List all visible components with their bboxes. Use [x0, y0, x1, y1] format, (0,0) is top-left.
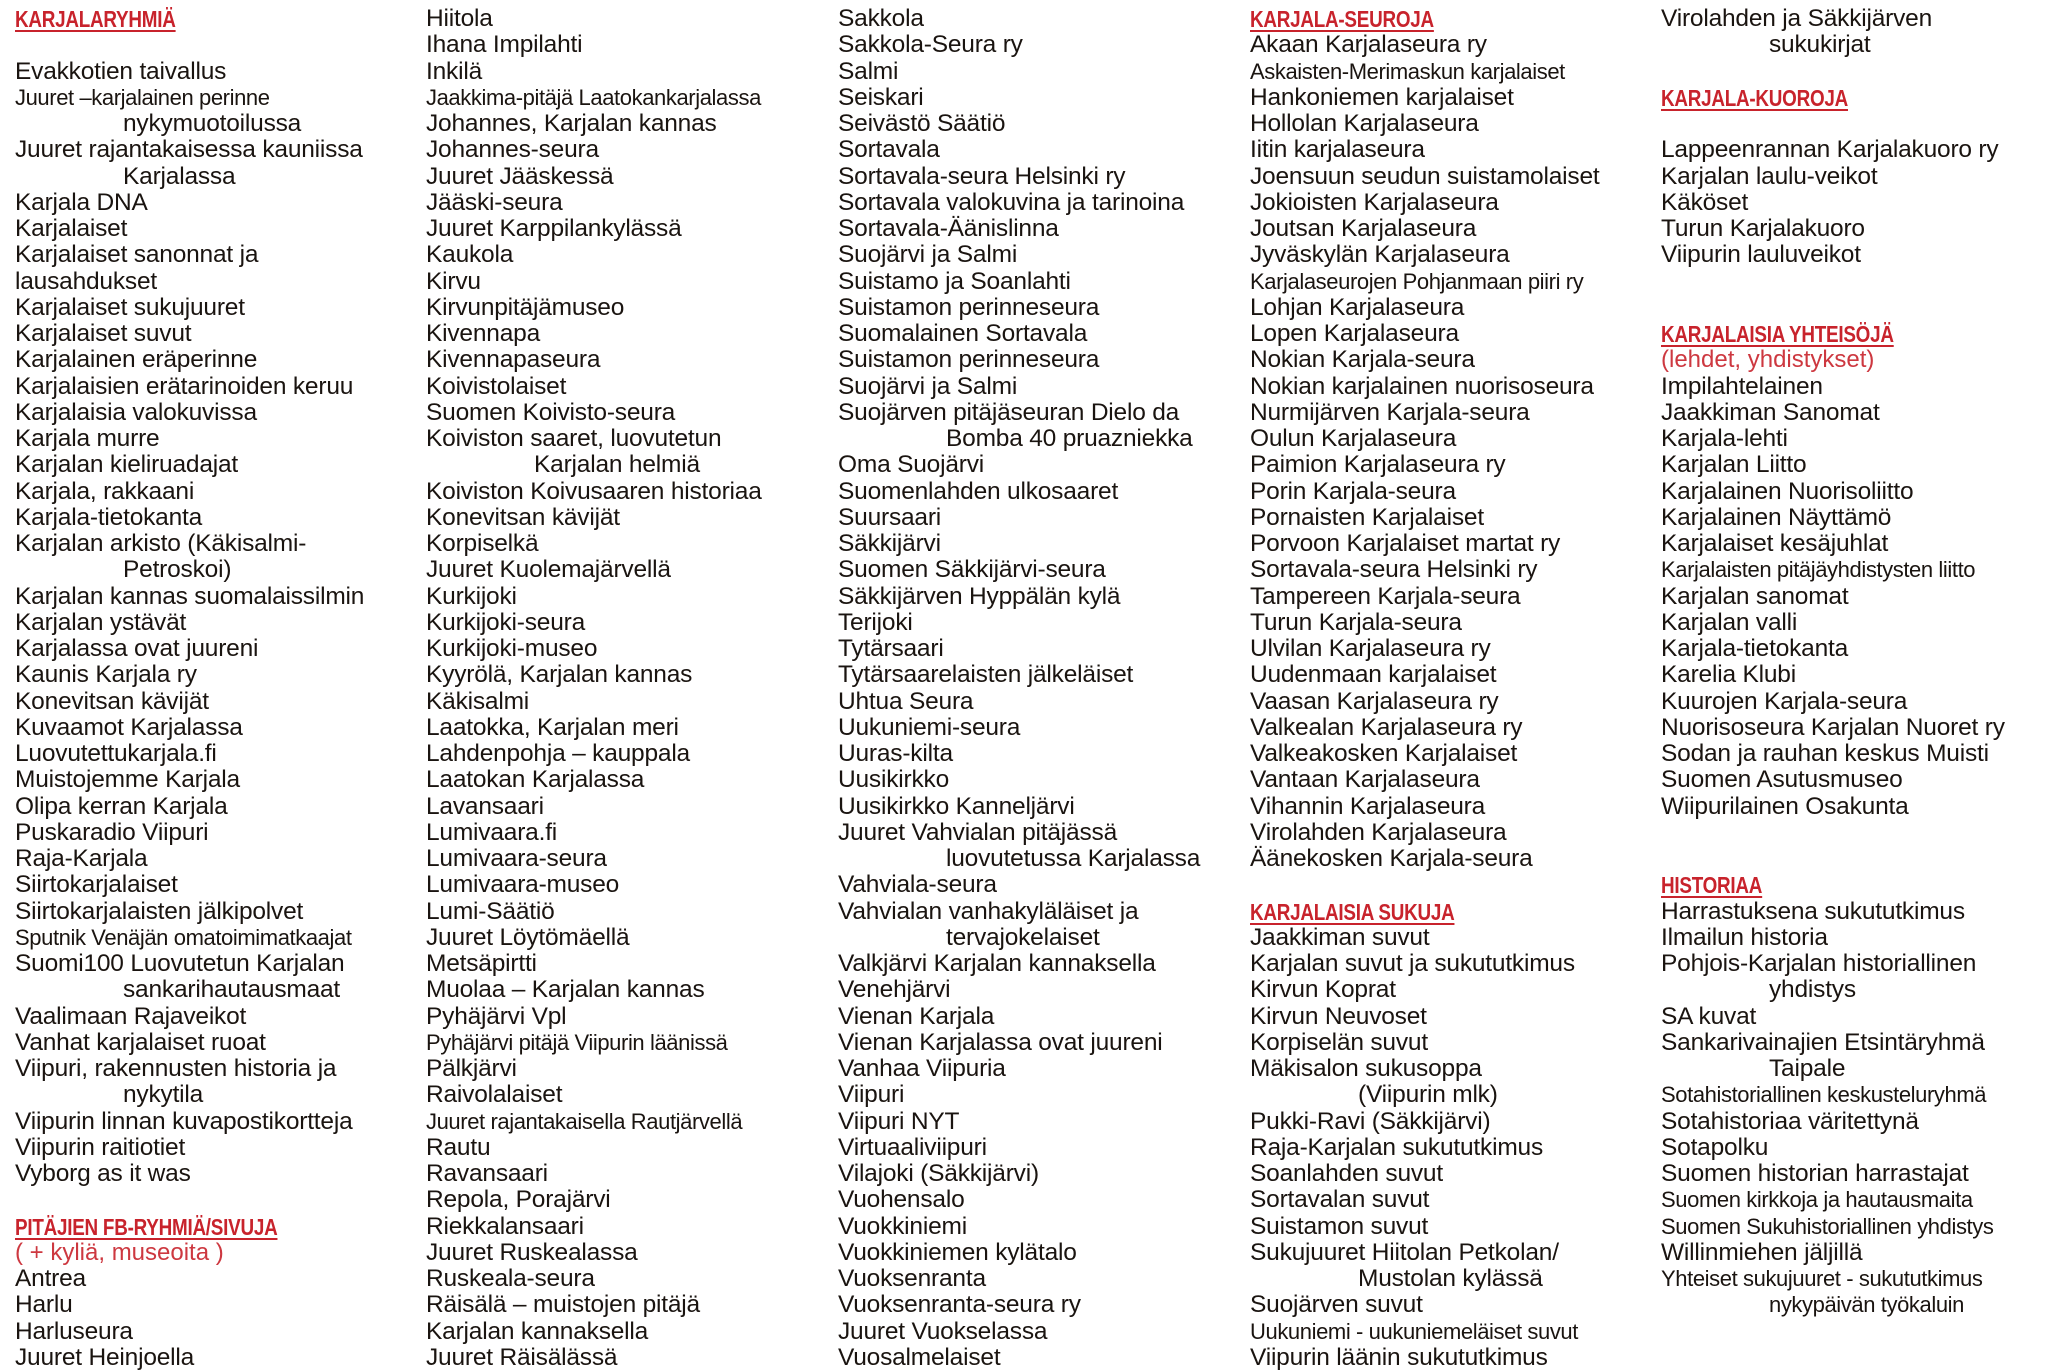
list-item: Muistojemme Karjala	[15, 766, 240, 794]
list-item: Korpiselän suvut	[1250, 1028, 1428, 1056]
list-item: Hiitola	[426, 5, 493, 32]
list-item: Karjalaiset sanonnat ja	[15, 241, 259, 269]
list-item: Oma Suojärvi	[838, 451, 985, 479]
list-item: Suomen kirkkoja ja hautausmaita	[1661, 1187, 1973, 1213]
list-item: Suomi100 Luovutetun Karjalan	[15, 950, 345, 977]
list-item: Olipa kerran Karjala	[15, 792, 228, 820]
list-item: Suojärven pitäjäseuran Dielo da	[838, 398, 1180, 426]
list-karjalaisia-sukuja-part-2	[1661, 6, 2048, 59]
list-item: Pyhäjärvi Vpl	[426, 1002, 567, 1030]
spacer	[1661, 820, 2048, 846]
list-item: Karjalaiset suvut	[15, 320, 192, 347]
list-item: Porvoon Karjalaiset martat ry	[1250, 530, 1561, 557]
list-item: Lappeenrannan Karjalakuoro ry	[1661, 136, 1999, 164]
list-item: Nurmijärven Karjala-seura	[1250, 398, 1530, 426]
list-item: Ravansaari	[426, 1160, 548, 1187]
list-item: Karjalainen Nuorisoliitto	[1661, 477, 1914, 505]
list-item: Suomen Säkkijärvi-seura	[838, 556, 1106, 584]
list-item: Räisälä – muistojen pitäjä	[426, 1291, 700, 1319]
list-karjalaryhmia	[15, 59, 415, 1188]
list-item-continuation: sankarihautausmaat	[123, 976, 341, 1004]
list-item: Karjalaiset sukujuuret	[15, 293, 245, 321]
list-item: Mäkisalon sukusoppa	[1250, 1055, 1482, 1082]
list-item: Karjalaseurojen Pohjanmaan piiri ry	[1250, 268, 1584, 294]
list-item: Lumivaara-seura	[426, 845, 607, 872]
list-item: Karjala murre	[15, 425, 160, 452]
list-item: Vuokkiniemen kylätalo	[838, 1238, 1077, 1266]
list-item-continuation: Petroskoi)	[123, 556, 232, 584]
list-item: Vuoksenranta	[838, 1265, 986, 1292]
section-heading-pitajien: PITÄJIEN FB-RYHMIÄ/SIVUJA	[15, 1213, 278, 1240]
list-item: Vuosalmelaiset	[838, 1343, 1001, 1371]
list-item: Akaan Karjalaseura ry	[1250, 31, 1487, 59]
list-item: Sotahistoriallinen keskusteluryhmä	[1661, 1082, 1987, 1108]
list-item: Lumivaara-museo	[426, 871, 620, 899]
list-item: Karjalassa ovat juureni	[15, 635, 259, 662]
spacer	[1661, 59, 2048, 85]
list-item: Riekkalansaari	[426, 1212, 584, 1240]
list-item: Vahviala-seura	[838, 871, 997, 899]
list-item: Kirvun Neuvoset	[1250, 1002, 1427, 1030]
list-item: Sortavalan suvut	[1250, 1186, 1430, 1214]
list-item: Kuurojen Karjala-seura	[1661, 687, 1908, 715]
list-item: Karjalaisten pitäjäyhdistysten liitto	[1661, 557, 1976, 583]
list-item: Vaasan Karjalaseura ry	[1250, 687, 1499, 715]
list-item-continuation: nykymuotoilussa	[123, 110, 302, 137]
list-item: Juuret Ruskealassa	[426, 1238, 638, 1266]
list-item: Karjalan Liitto	[1661, 451, 1807, 479]
list-item: Karjalan suvut ja sukututkimus	[1250, 950, 1575, 977]
list-item: Vantaan Karjalaseura	[1250, 766, 1480, 794]
list-item: Suursaari	[838, 503, 942, 531]
list-item: Konevitsan kävijät	[15, 687, 209, 715]
list-item: Viipuri NYT	[838, 1107, 960, 1135]
section-heading-karjalaryhmia: KARJALARYHMIÄ	[15, 6, 176, 32]
list-item: Juuret Vahvialan pitäjässä	[838, 818, 1117, 846]
list-item: Konevitsan kävijät	[426, 503, 620, 531]
list-item-continuation: Bomba 40 pruazniekka	[946, 425, 1193, 452]
list-item: Viipuri, rakennusten historia ja	[15, 1055, 337, 1082]
list-item-continuation: luovutetussa Karjalassa	[946, 845, 1201, 872]
list-item: Kirvunpitäjämuseo	[426, 293, 625, 321]
list-item: Joutsan Karjalaseura	[1250, 215, 1477, 242]
list-item: Turun Karjalakuoro	[1661, 215, 1865, 242]
list-item: Soanlahden suvut	[1250, 1160, 1443, 1187]
list-karjala-seuroja	[1250, 32, 1650, 872]
list-item: Oulun Karjalaseura	[1250, 425, 1457, 452]
section-subtitle-yhteisoja: (lehdet, yhdistykset)	[1661, 346, 1875, 374]
list-item: Vaalimaan Rajaveikot	[15, 1002, 247, 1030]
list-item: Harluseura	[15, 1317, 133, 1345]
list-item: Suistamon perinneseura	[838, 346, 1100, 374]
list-item: Jaakkiman Sanomat	[1661, 398, 1880, 426]
list-item: Pornaisten Karjalaiset	[1250, 503, 1484, 531]
spacer	[15, 32, 415, 58]
list-item: Juuret rajantakaisessa kauniissa	[15, 136, 363, 164]
list-item: Kirvu	[426, 267, 481, 295]
list-item: Suomen Asutusmuseo	[1661, 766, 1903, 794]
list-item: Uuras-kilta	[838, 740, 953, 767]
list-item: Vuohensalo	[838, 1186, 965, 1214]
list-item-continuation: nykytila	[123, 1081, 204, 1109]
list-item: Pukki-Ravi (Säkkijärvi)	[1250, 1107, 1491, 1135]
list-item: Vilajoki (Säkkijärvi)	[838, 1160, 1039, 1187]
list-item: Rautu	[426, 1133, 491, 1161]
list-item: Käkisalmi	[426, 687, 530, 715]
list-item: Karjalaiset	[15, 215, 128, 242]
list-historiaa	[1661, 899, 2048, 1319]
list-item: Johannes, Karjalan kannas	[426, 110, 717, 137]
list-item: Sakkola	[838, 5, 924, 32]
list-item: Karjalan sanomat	[1661, 582, 1849, 610]
list-item: Karjalan kannas suomalaissilmin	[15, 582, 365, 610]
list-item: Sotapolku	[1661, 1133, 1769, 1161]
list-item: Karjalan valli	[1661, 608, 1798, 636]
list-item: Viipurin läänin sukututkimus	[1250, 1343, 1548, 1371]
list-item: Karjala-tietokanta	[15, 503, 203, 531]
list-item: Sotahistoriaa väritettynä	[1661, 1107, 1919, 1135]
list-item: Kurkijoki-seura	[426, 608, 586, 636]
spacer	[15, 1187, 415, 1213]
list-item: Sankarivainajien Etsintäryhmä	[1661, 1028, 1985, 1056]
spacer	[1661, 269, 2048, 295]
list-item: Vanhaa Viipuria	[838, 1055, 1006, 1082]
list-item: Koiviston saaret, luovutetun	[426, 425, 722, 452]
list-item: Luovutettukarjala.fi	[15, 740, 217, 767]
list-item: Tytärsaarelaisten jälkeläiset	[838, 661, 1134, 689]
list-item: Hollolan Karjalaseura	[1250, 110, 1479, 137]
list-item: Juuret Räisälässä	[426, 1343, 618, 1371]
list-item: Willinmiehen jäljillä	[1661, 1238, 1863, 1266]
list-item: Korpiselkä	[426, 530, 539, 557]
list-item: Paimion Karjalaseura ry	[1250, 451, 1506, 479]
section-heading-historiaa: HISTORIAA	[1661, 872, 1763, 899]
list-item: Lumivaara.fi	[426, 818, 558, 846]
list-item: Harrastuksena sukututkimus	[1661, 897, 1965, 925]
list-item: Juuret Heinjoella	[15, 1343, 195, 1371]
list-item: Johannes-seura	[426, 136, 599, 164]
list-item: Karjala-tietokanta	[1661, 635, 1849, 662]
list-item: Juuret –karjalainen perinne	[15, 84, 270, 110]
list-item: Kaunis Karjala ry	[15, 661, 197, 689]
list-item: Karjalan ystävät	[15, 608, 187, 636]
column-5	[1661, 6, 2048, 1319]
list-pitajien-part-1	[15, 1266, 415, 1371]
list-item: Sortavala	[838, 136, 940, 164]
list-item: Kurkijoki-museo	[426, 635, 598, 662]
list-item: Lahdenpohja – kauppala	[426, 740, 690, 767]
list-item: Karjalan laulu-veikot	[1661, 162, 1878, 190]
list-item: Uukuniemi-seura	[838, 713, 1021, 741]
list-item: Kyyrölä, Karjalan kannas	[426, 661, 693, 689]
list-item: Käköset	[1661, 188, 1749, 216]
list-item: Lopen Karjalaseura	[1250, 320, 1459, 347]
section-subtitle-pitajien: ( + kyliä, museoita )	[15, 1238, 224, 1266]
list-item: Juuret Löytömäellä	[426, 923, 630, 951]
list-item: Pohjois-Karjalan historiallinen	[1661, 950, 1977, 977]
list-item: Ruskeala-seura	[426, 1265, 595, 1292]
list-item: Venehjärvi	[838, 976, 951, 1004]
list-item: Viipurin linnan kuvapostikortteja	[15, 1107, 353, 1135]
list-item: Vuoksenranta-seura ry	[838, 1291, 1081, 1319]
list-item: Vienan Karjala	[838, 1002, 995, 1030]
list-item: Askaisten-Merimaskun karjalaiset	[1250, 58, 1565, 84]
list-item: Karjalainen eräperinne	[15, 346, 258, 374]
list-item: Karjala, rakkaani	[15, 477, 195, 505]
list-item: Säkkijärven Hyppälän kylä	[838, 582, 1121, 610]
list-item: Kaukola	[426, 241, 514, 269]
list-item: Jaakkiman suvut	[1250, 923, 1430, 951]
list-item: Karjalan arkisto (Käkisalmi-	[15, 530, 307, 557]
list-item-continuation: (Viipurin mlk)	[1358, 1081, 1498, 1109]
list-item-continuation: Taipale	[1769, 1055, 1846, 1082]
list-item: Joensuun seudun suistamolaiset	[1250, 162, 1600, 190]
list-item: Suojärven suvut	[1250, 1291, 1423, 1319]
list-item: Karjalan kannaksella	[426, 1317, 649, 1345]
section-heading-karjalaisia-yhteisoja: KARJALAISIA YHTEISÖJÄ	[1661, 321, 1894, 347]
list-item: Suomen Sukuhistoriallinen yhdistys	[1661, 1213, 1994, 1239]
list-item: Vuokkiniemi	[838, 1212, 967, 1240]
list-item: Juuret rajantakaisella Rautjärvellä	[426, 1108, 743, 1134]
list-item: lausahdukset	[15, 267, 157, 295]
list-item: Uusikirkko	[838, 766, 949, 794]
list-item: Jääski-seura	[426, 188, 563, 216]
column-3	[838, 6, 1238, 1371]
list-item: Juuret Kuolemajärvellä	[426, 556, 671, 584]
list-item: Valkealan Karjalaseura ry	[1250, 713, 1523, 741]
spacer	[1661, 111, 2048, 137]
list-item-continuation: tervajokelaiset	[946, 923, 1100, 951]
list-item: Lumi-Säätiö	[426, 897, 555, 925]
list-item: Sortavala valokuvina ja tarinoina	[838, 188, 1185, 216]
list-item: Laatokka, Karjalan meri	[426, 713, 679, 741]
list-item: Nuorisoseura Karjalan Nuoret ry	[1661, 713, 2005, 741]
list-item: Raja-Karjala	[15, 845, 148, 872]
list-item: Nokian Karjala-seura	[1250, 346, 1475, 374]
list-item: Valkeakosken Karjalaiset	[1250, 740, 1518, 767]
list-item: Yhteiset sukujuuret - sukututkimus	[1661, 1266, 1983, 1291]
list-item: Suojärvi ja Salmi	[838, 372, 1018, 400]
list-item-continuation: sukukirjat	[1769, 31, 1871, 59]
list-item: Sortavala-Äänislinna	[838, 215, 1059, 242]
list-item: Puskaradio Viipuri	[15, 818, 209, 846]
list-item: Kirvun Koprat	[1250, 976, 1396, 1004]
list-item: Sukujuuret Hiitolan Petkolan/	[1250, 1238, 1559, 1266]
list-item: Kivennapa	[426, 320, 540, 347]
list-item: Uudenmaan karjalaiset	[1250, 661, 1497, 689]
list-item: Salmi	[838, 57, 899, 85]
spacer	[1661, 846, 2048, 872]
spacer	[1661, 295, 2048, 321]
list-item: Vahvialan vanhakyläläiset ja	[838, 897, 1139, 925]
column-2	[426, 6, 826, 1371]
list-item: Koivistolaiset	[426, 372, 567, 400]
list-karjala-kuoroja	[1661, 137, 2048, 268]
list-item: Vyborg as it was	[15, 1160, 191, 1187]
list-item: SA kuvat	[1661, 1002, 1757, 1030]
spacer	[1250, 872, 1650, 898]
list-item: Suistamon suvut	[1250, 1212, 1429, 1240]
list-item: Uusikirkko Kanneljärvi	[838, 792, 1075, 820]
list-item: Virtuaaliviipuri	[838, 1133, 987, 1161]
list-item: Viipurin lauluveikot	[1661, 241, 1861, 269]
list-item-continuation: Karjalan helmiä	[534, 451, 700, 479]
list-item: Jaakkima-pitäjä Laatokankarjalassa	[426, 84, 761, 110]
list-item: Viipurin raitiotiet	[15, 1133, 186, 1161]
list-item: Wiipurilainen Osakunta	[1661, 792, 1909, 820]
list-pitajien-part-3	[838, 6, 1238, 1371]
list-item: Karjalan kieliruadajat	[15, 451, 239, 479]
list-item: Ulvilan Karjalaseura ry	[1250, 635, 1491, 662]
list-item: Vanhat karjalaiset ruoat	[15, 1028, 266, 1056]
list-item: Porin Karjala-seura	[1250, 477, 1456, 505]
list-item-continuation: Mustolan kylässä	[1358, 1265, 1543, 1292]
list-item: Karjala-lehti	[1661, 425, 1788, 452]
list-item: Siirtokarjalaisten jälkipolvet	[15, 897, 304, 925]
list-item-continuation: yhdistys	[1769, 976, 1856, 1004]
list-item: Uhtua Seura	[838, 687, 974, 715]
list-item: Sortavala-seura Helsinki ry	[1250, 556, 1538, 584]
list-item: Iitin karjalaseura	[1250, 136, 1425, 164]
list-item: Lohjan Karjalaseura	[1250, 293, 1465, 321]
list-karjalaisia-yhteisoja	[1661, 374, 2048, 820]
list-item: Suojärvi ja Salmi	[838, 241, 1018, 269]
list-item: Suomen Koivisto-seura	[426, 398, 676, 426]
list-item: Nokian karjalainen nuorisoseura	[1250, 372, 1594, 400]
list-item: Suistamo ja Soanlahti	[838, 267, 1071, 295]
list-item: Sakkola-Seura ry	[838, 31, 1023, 59]
list-item: Karjalaisien erätarinoiden keruu	[15, 372, 354, 400]
list-item: Impilahtelainen	[1661, 372, 1823, 400]
section-heading-karjalaisia-sukuja: KARJALAISIA SUKUJA	[1250, 898, 1455, 925]
list-item: Vihannin Karjalaseura	[1250, 792, 1486, 820]
list-item: Muolaa – Karjalan kannas	[426, 976, 705, 1004]
list-item: Inkilä	[426, 57, 482, 85]
list-item: Virolahden ja Säkkijärven	[1661, 5, 1933, 32]
list-item: Laatokan Karjalassa	[426, 766, 645, 794]
list-pitajien-part-2	[426, 6, 826, 1371]
list-item: Karjalainen Näyttämö	[1661, 503, 1892, 531]
list-item: Sortavala-seura Helsinki ry	[838, 162, 1126, 190]
list-item-continuation: Karjalassa	[123, 162, 236, 190]
list-item: Tytärsaari	[838, 635, 944, 662]
list-item: Seiskari	[838, 83, 924, 111]
list-item: Virolahden Karjalaseura	[1250, 818, 1507, 846]
list-item: Kivennapaseura	[426, 346, 601, 374]
list-item: Ihana Impilahti	[426, 31, 583, 59]
list-item: Terijoki	[838, 608, 913, 636]
list-item: Säkkijärvi	[838, 530, 941, 557]
list-item: Juuret Jääskessä	[426, 162, 614, 190]
list-item: Suomalainen Sortavala	[838, 320, 1088, 347]
list-item: Uukuniemi - uukuniemeläiset suvut	[1250, 1318, 1578, 1344]
list-item: Suomenlahden ulkosaaret	[838, 477, 1119, 505]
list-item: Viipuri	[838, 1081, 905, 1109]
list-item: Äänekosken Karjala-seura	[1250, 845, 1533, 872]
list-item: Pälkjärvi	[426, 1055, 517, 1082]
list-item: Ilmailun historia	[1661, 923, 1828, 951]
list-item: Metsäpirtti	[426, 950, 537, 977]
list-item: Jokioisten Karjalaseura	[1250, 188, 1499, 216]
list-item: Karjalaisia valokuvissa	[15, 398, 257, 426]
list-item: Juuret Vuokselassa	[838, 1317, 1048, 1345]
list-item: Seivästö Säätiö	[838, 110, 1006, 137]
list-item: Kurkijoki	[426, 582, 517, 610]
list-item: Sodan ja rauhan keskus Muisti	[1661, 740, 1989, 767]
list-item: Siirtokarjalaiset	[15, 871, 178, 899]
list-item: Evakkotien taivallus	[15, 57, 227, 85]
list-item: Koiviston Koivusaaren historiaa	[426, 477, 762, 505]
list-item: Kuvaamot Karjalassa	[15, 713, 243, 741]
column-4	[1250, 6, 1650, 1371]
list-item: Repola, Porajärvi	[426, 1186, 611, 1214]
list-item: Jyväskylän Karjalaseura	[1250, 241, 1510, 269]
list-item: Suomen historian harrastajat	[1661, 1160, 1969, 1187]
list-item: Suistamon perinneseura	[838, 293, 1100, 321]
list-item: Karjalaiset kesäjuhlat	[1661, 530, 1889, 557]
list-item: Hankoniemen karjalaiset	[1250, 83, 1514, 111]
list-item: Karelia Klubi	[1661, 661, 1796, 689]
list-item: Lavansaari	[426, 792, 544, 820]
list-item: Tampereen Karjala-seura	[1250, 582, 1521, 610]
list-item: Karjala DNA	[15, 188, 148, 216]
column-1	[15, 6, 415, 1371]
list-item: Vienan Karjalassa ovat juureni	[838, 1028, 1163, 1056]
list-item: Turun Karjala-seura	[1250, 608, 1462, 636]
list-item: Harlu	[15, 1291, 73, 1319]
list-item: Raivolalaiset	[426, 1081, 563, 1109]
list-item: Sputnik Venäjän omatoimimatkaajat	[15, 924, 352, 950]
list-item: Juuret Karppilankylässä	[426, 215, 682, 242]
list-item: Pyhäjärvi pitäjä Viipurin läänissä	[426, 1029, 728, 1055]
list-item: Valkjärvi Karjalan kannaksella	[838, 950, 1156, 977]
list-item: Raja-Karjalan sukututkimus	[1250, 1133, 1544, 1161]
list-item: Antrea	[15, 1265, 86, 1292]
section-heading-karjala-seuroja: KARJALA-SEUROJA	[1250, 6, 1434, 32]
list-item-continuation: nykypäivän työkaluin	[1769, 1292, 1965, 1318]
section-heading-karjala-kuoroja: KARJALA-KUOROJA	[1661, 84, 1849, 111]
list-karjalaisia-sukuja-part-1	[1250, 925, 1650, 1371]
